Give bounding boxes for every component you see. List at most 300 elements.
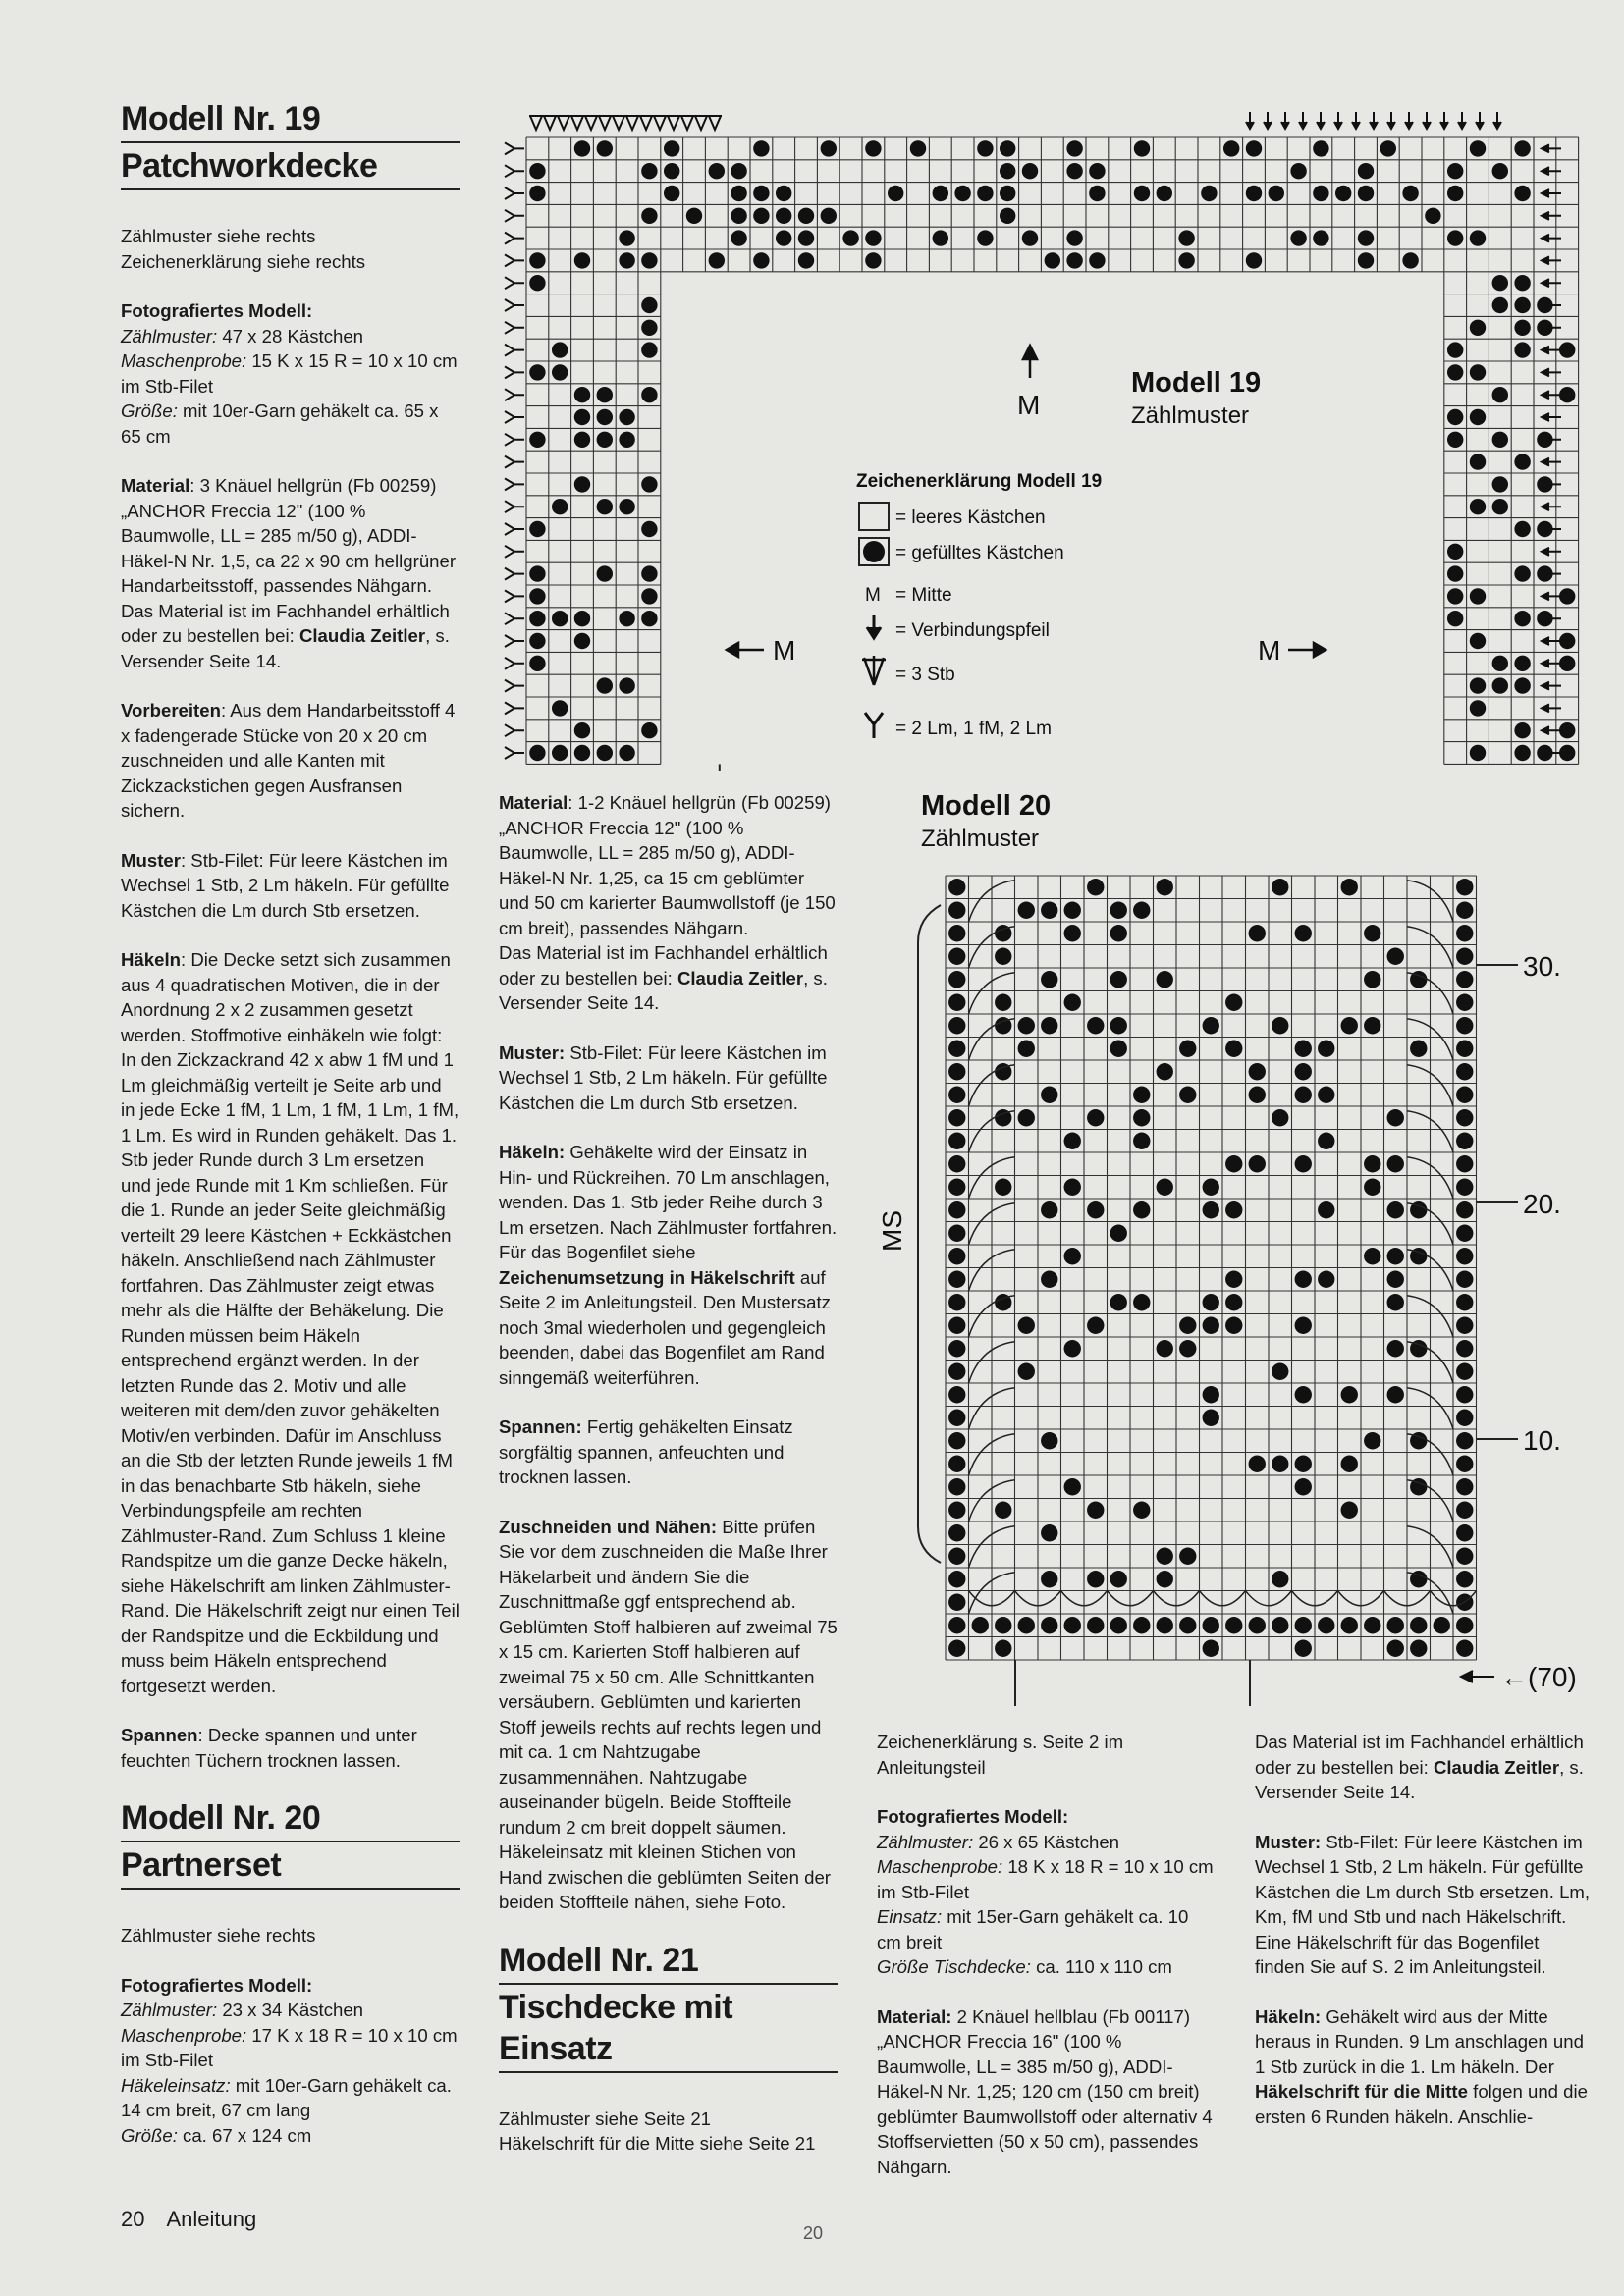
filled-cell (1318, 1087, 1334, 1103)
border-y-icon (505, 501, 524, 512)
filled-cell (1249, 1087, 1266, 1103)
filled-cell (1537, 297, 1552, 313)
filled-cell (1410, 1478, 1427, 1495)
filled-cell (1380, 140, 1396, 156)
filled-cell (1000, 163, 1015, 179)
filled-cell (1447, 364, 1463, 380)
m21-bezug (1255, 1730, 1594, 1805)
border-y-icon (505, 523, 524, 535)
filled-cell (1456, 1017, 1473, 1034)
bogen-arc (1200, 1591, 1246, 1606)
border-y-icon (505, 658, 524, 669)
filled-cell (1087, 1317, 1104, 1334)
filled-cell (948, 1179, 965, 1196)
filled-cell (1313, 230, 1328, 245)
filled-cell (619, 230, 634, 245)
filled-cell (1018, 1017, 1035, 1034)
border-y-icon (505, 233, 524, 244)
filled-cell (933, 186, 948, 201)
legend-y-icon (865, 713, 883, 738)
m20-foto-heading: Fotografiertes Modell: (121, 1974, 313, 1996)
filled-cell (1295, 1640, 1312, 1657)
connect-arrow-icon (1542, 256, 1561, 264)
filled-cell (1492, 476, 1508, 492)
filled-cell (1470, 364, 1486, 380)
filled-cell (1456, 1109, 1473, 1126)
connect-arrow-icon (1493, 112, 1501, 129)
column-1 (121, 98, 460, 2172)
m21-material-text: 2 Knäuel hellblau (Fb 00117) „ANCHOR Freccia 16" (100 % Baumwolle, LL = 385 m/50 g), ADDI-Häkel-N Nr. 1,25; 120 cm (150 cm breit) geblümter Baumwollstoff oder alternativ 4 Stoffservietten (50 x 50 cm), passendes Nähgarn. (877, 2005, 1213, 2177)
filled-cell (1447, 565, 1463, 581)
repeat-bracket (918, 905, 941, 1563)
filled-cell (798, 230, 814, 245)
filled-cell (709, 163, 725, 179)
filled-cell (1514, 275, 1530, 291)
m19-vorb-text: : Aus dem Handarbeitsstoff 4 x fadengerade Stücke von 20 x 20 cm zuschneiden und alle Kanten mit Zickzackstichen gegen Ausfransen sichern. (121, 700, 456, 821)
connect-arrow-icon (1476, 112, 1484, 129)
filled-cell (1064, 1248, 1081, 1264)
filled-cell (641, 342, 657, 357)
filled-cell (1470, 745, 1486, 761)
filled-cell (1246, 140, 1262, 156)
filled-cell (1358, 186, 1374, 201)
filled-cell (1387, 1617, 1404, 1633)
filled-cell (1295, 1617, 1312, 1633)
filled-cell (619, 252, 634, 268)
filled-cell (641, 208, 657, 224)
filled-cell (1203, 1617, 1219, 1633)
model-19-subtitle: Patchworkdecke (121, 145, 460, 190)
model-20-subtitle: Partnerset (121, 1844, 460, 1890)
bogen-arc (1108, 1591, 1154, 1606)
filled-cell (1492, 275, 1508, 291)
filled-cell (1456, 1087, 1473, 1103)
filled-cell (1559, 722, 1575, 738)
m21-ref-text: Zählmuster siehe Seite 21 Häkelschrift für die Mitte siehe Seite 21 (499, 2108, 816, 2154)
border-y-icon (505, 702, 524, 714)
filled-cell (753, 186, 769, 201)
filled-cell (948, 1063, 965, 1080)
filled-cell (1492, 297, 1508, 313)
legend-item-y: = 2 Lm, 1 fM, 2 Lm (895, 719, 1052, 739)
filled-cell (1225, 1201, 1242, 1218)
filled-cell (1514, 521, 1530, 537)
border-3stb-icon (543, 116, 557, 130)
filled-cell (1203, 1294, 1219, 1310)
m19-foto-key: Maschenprobe: (121, 350, 247, 371)
filled-cell (948, 1410, 965, 1426)
filled-cell (1456, 1201, 1473, 1218)
filled-cell (1470, 454, 1486, 469)
filled-cell (948, 994, 965, 1011)
border-y-icon (505, 165, 524, 177)
legend-item-arrow: = Verbindungspfeil (895, 620, 1050, 641)
filled-cell (1456, 1410, 1473, 1426)
filled-cell (1456, 1640, 1473, 1657)
filled-cell (619, 499, 634, 514)
m20-zusch-text: Bitte prüfen Sie vor dem zuschneiden die Maße Ihrer Häkelarbeit und ändern Sie die Zuschnittmaße ggf entsprechend ab. Geblümten Stoff halbieren auf zweimal 75 x 15 cm. Karierten Stoff halbieren auf zweimal 75 x 50 cm. Alle Schnittkanten versäubern. Geblümten und karierten Stoff jeweils rechts auf rechts legen und mit ca. 1 cm Nahtzugabe zusammennähen. Nahtzugabe auseinander bügeln. Beide Stoffteile rundum 2 cm breit doppelt säumen. Häkeleinsatz mit kleinen Stichen von Hand zwischen die geblümten Seiten der beiden Stoffteile nähen, siehe Foto. (499, 1516, 838, 1912)
bogen-arc (1338, 1591, 1384, 1606)
filled-cell (574, 409, 590, 425)
m21-bezug-supplier: Claudia Zeitler (1433, 1756, 1560, 1778)
filled-cell (1295, 1317, 1312, 1334)
filled-cell (529, 611, 545, 626)
filled-cell (865, 140, 881, 156)
row-label-20: 20. (1523, 1189, 1561, 1219)
filled-cell (552, 700, 568, 716)
bogen-arc (1407, 1434, 1453, 1475)
filled-cell (1064, 925, 1081, 941)
filled-cell (1318, 1201, 1334, 1218)
bogen-arc (969, 1388, 1015, 1429)
filled-cell (948, 1617, 965, 1633)
filled-cell (552, 499, 568, 514)
filled-cell (1272, 1617, 1288, 1633)
filled-cell (1387, 1294, 1404, 1310)
m20-material-end: , s. Versender Seite 14. (499, 967, 828, 1013)
filled-cell (1272, 1456, 1288, 1472)
filled-cell (1133, 902, 1150, 919)
filled-cell (1456, 1317, 1473, 1334)
m20-spannen-label: Spannen: (499, 1416, 582, 1437)
filled-cell (731, 208, 746, 224)
filled-cell (995, 1063, 1011, 1080)
border-y-icon (505, 478, 524, 490)
filled-cell (1364, 1432, 1380, 1449)
filled-cell (1341, 1456, 1358, 1472)
filled-cell (1456, 1432, 1473, 1449)
connect-arrow-icon (1542, 525, 1561, 533)
filled-cell (529, 656, 545, 671)
filled-cell (529, 633, 545, 649)
filled-cell (1318, 1617, 1334, 1633)
filled-cell (1456, 1386, 1473, 1403)
m19-foto-heading: Fotografiertes Modell: (121, 300, 313, 321)
filled-cell (1157, 1617, 1173, 1633)
filled-cell (948, 1524, 965, 1541)
connect-arrow-icon (1542, 212, 1561, 220)
filled-cell (1203, 1410, 1219, 1426)
row-label-30: 30. (1523, 951, 1561, 982)
bogen-arc (1407, 1019, 1453, 1060)
m19-vorbereiten (121, 698, 460, 824)
filled-cell (995, 1617, 1011, 1633)
filled-cell (1387, 1386, 1404, 1403)
filled-cell (619, 432, 634, 448)
filled-cell (1134, 186, 1150, 201)
bogen-arc (1292, 1591, 1338, 1606)
filled-cell (1410, 1041, 1427, 1057)
bogen-arc (969, 927, 1015, 968)
filled-cell (1410, 1201, 1427, 1218)
connect-arrow-icon (1387, 112, 1395, 129)
m21-muster (1255, 1830, 1594, 1980)
filled-cell (1341, 879, 1358, 895)
filled-cell (1514, 342, 1530, 357)
border-3stb-icon (653, 116, 667, 130)
filled-cell (977, 230, 993, 245)
filled-cell (1387, 1248, 1404, 1264)
filled-cell (1447, 186, 1463, 201)
filled-cell (1470, 320, 1486, 336)
filled-cell (1295, 1063, 1312, 1080)
border-3stb-icon (667, 116, 680, 130)
filled-cell (1358, 230, 1374, 245)
border-y-icon (505, 142, 524, 154)
filled-cell (1387, 1271, 1404, 1288)
m19-material-supplier: Claudia Zeitler (298, 625, 426, 646)
bogen-arc (969, 1065, 1015, 1106)
m20-foto-key: Größe: (121, 2124, 178, 2146)
filled-cell (995, 1640, 1011, 1657)
filled-cell (1514, 140, 1530, 156)
m20-material (499, 790, 838, 1016)
filled-cell (529, 565, 545, 581)
bogen-arc (1384, 1591, 1431, 1606)
bogen-arc (1407, 1250, 1453, 1291)
filled-cell (1514, 454, 1530, 469)
filled-cell (1246, 186, 1262, 201)
bogen-arc (1407, 973, 1453, 1014)
filled-cell (995, 948, 1011, 965)
page-number: 20 (121, 2207, 145, 2231)
filled-cell (1179, 1041, 1196, 1057)
filled-cell (1157, 1571, 1173, 1587)
filled-cell (1018, 1617, 1035, 1633)
filled-cell (1410, 1640, 1427, 1657)
filled-cell (597, 565, 613, 581)
filled-cell (597, 499, 613, 514)
m20-muster-text: Stb-Filet: Für leere Kästchen im Wechsel 1 Stb, 2 Lm häkeln. Für gefüllte Kästchen die Lm durch Stb ersetzen. (499, 1041, 828, 1113)
filled-cell (1295, 1087, 1312, 1103)
border-y-icon (505, 747, 524, 759)
filled-cell (1537, 320, 1552, 336)
model-19-labels (727, 346, 1326, 666)
connect-arrow-icon (1542, 548, 1561, 556)
filled-cell (1456, 994, 1473, 1011)
filled-cell (1133, 1133, 1150, 1149)
filled-cell (529, 186, 545, 201)
connect-arrow-icon (1440, 112, 1448, 129)
filled-cell (1041, 1087, 1057, 1103)
m21-muster-text: Stb-Filet: Für leere Kästchen im Wechsel 1 Stb, 2 Lm häkeln. Für gefüllte Kästchen die Lm durch Stb ersetzen. Lm, Km, fM und Stb und nach Häkelschrift. Eine Häkelschrift für das Bogenfilet finden Sie auf S. 2 im Anleitungsteil. (1255, 1831, 1591, 1977)
filled-cell (1272, 1363, 1288, 1380)
m19-muster-label: Muster (121, 849, 181, 871)
filled-cell (995, 925, 1011, 941)
filled-cell (1470, 140, 1486, 156)
model-19-legend (856, 471, 1102, 739)
filled-cell (1456, 1271, 1473, 1288)
filled-cell (1295, 1155, 1312, 1172)
filled-cell (1225, 994, 1242, 1011)
border-3stb-icon (557, 116, 570, 130)
legend-item-mitte: = Mitte (895, 585, 952, 606)
filled-cell (1387, 1201, 1404, 1218)
filled-cell (1514, 320, 1530, 336)
filled-cell (948, 902, 965, 919)
border-3stb-icon (584, 116, 598, 130)
filled-cell (641, 163, 657, 179)
m19-ref-text: Zählmuster siehe rechts Zeichenerklärung siehe rechts (121, 226, 366, 272)
filled-cell (686, 208, 702, 224)
filled-cell (933, 230, 948, 245)
filled-cell (910, 140, 926, 156)
filled-cell (842, 230, 858, 245)
filled-cell (1133, 1502, 1150, 1519)
filled-cell (641, 476, 657, 492)
filled-cell (995, 1294, 1011, 1310)
filled-cell (865, 230, 881, 245)
filled-cell (1203, 1386, 1219, 1403)
filled-cell (1110, 1225, 1127, 1242)
filled-cell (1318, 1041, 1334, 1057)
m21-foto-key: Maschenprobe: (877, 1856, 1003, 1877)
filled-cell (731, 230, 746, 245)
filled-cell (1410, 1340, 1427, 1357)
filled-cell (1456, 1179, 1473, 1196)
filled-cell (664, 163, 679, 179)
filled-cell (664, 140, 679, 156)
filled-cell (948, 1594, 965, 1611)
m21-haekeln-label: Häkeln: (1255, 2005, 1322, 2027)
filled-cell (1110, 1294, 1127, 1310)
filled-cell (1179, 1617, 1196, 1633)
filled-cell (641, 387, 657, 402)
chart19-m-right: M (1258, 635, 1281, 666)
border-3stb-icon (708, 116, 722, 130)
filled-cell (1456, 1340, 1473, 1357)
filled-cell (995, 1179, 1011, 1196)
m19-spannen (121, 1723, 460, 1773)
model-19-title: Modell Nr. 19 (121, 98, 460, 143)
filled-cell (1225, 1271, 1242, 1288)
filled-cell (948, 1571, 965, 1587)
border-y-icon (505, 389, 524, 400)
connect-arrow-icon (1246, 112, 1254, 129)
filled-cell (1410, 1248, 1427, 1264)
filled-cell (1402, 186, 1418, 201)
filled-cell (1203, 1317, 1219, 1334)
filled-cell (948, 1386, 965, 1403)
filled-cell (1364, 1155, 1380, 1172)
chart19-m-left: M (773, 635, 796, 666)
filled-cell (1066, 252, 1082, 268)
border-3stb-icon (612, 116, 625, 130)
filled-cell (641, 565, 657, 581)
connect-arrow-icon (1264, 112, 1272, 129)
bogen-arc (969, 1342, 1015, 1383)
border-y-icon (505, 411, 524, 423)
m19-foto-key: Zählmuster: (121, 325, 218, 347)
bogen-arc (1061, 1591, 1108, 1606)
border-3stb-icon (625, 116, 639, 130)
border-y-icon (505, 724, 524, 736)
m21-bezug-end: , s. Versender Seite 14. (1255, 1756, 1584, 1802)
filled-cell (1514, 656, 1530, 671)
filled-cell (1018, 1317, 1035, 1334)
legend-item-empty: = leeres Kästchen (895, 507, 1046, 528)
filled-cell (1225, 1617, 1242, 1633)
filled-cell (641, 297, 657, 313)
border-y-icon (505, 277, 524, 289)
filled-cell (1249, 1617, 1266, 1633)
connect-arrow-icon (1542, 347, 1561, 354)
filled-cell (574, 611, 590, 626)
filled-cell (529, 521, 545, 537)
m21-haekeln-text-2: folgen und die ersten 6 Runden häkeln. Anschlie- (1255, 2081, 1588, 2127)
bogen-arc (969, 1591, 1015, 1606)
legend-filled-box-icon (859, 538, 889, 565)
m20-foto-value: 23 x 34 Kästchen (217, 2000, 364, 2020)
filled-cell (1364, 1248, 1380, 1264)
filled-cell (954, 186, 970, 201)
filled-cell (1447, 342, 1463, 357)
filled-cell (1456, 1248, 1473, 1264)
m19-haekeln-text: : Die Decke setzt sich zusammen aus 4 quadratischen Motiven, die in der Anordnung 2 x 2 zusammen gesetzt werden. Stoffmotive einhäkeln wie folgt: In den Zickzackrand 42 x abw 1 fM und 1 Lm gleichmäßig verteilt je Seite arb und in jede Ecke 1 fM, 1 Lm, 1 fM, 1 Lm, 1 fM, 1 Lm. Es wird in Runden gehäkelt. Das 1. Stb jeder Runde durch 3 Lm ersetzen und jede Runde mit 1 Km schließen. Für die 1. Runde an jeder Seite gleichmäßig verteilt 29 leere Kästchen + Eckkästchen häkeln. Anschließend nach Zählmuster fortfahren. Das Zählmuster zeigt etwas mehr als die Hälfte der Behäkelung. Die Runden müssen beim Häkeln entsprechend ergänzt werden. In der letzten Runde das 2. Motiv und alle weiteren mit dem/den zuvor gehäkelten Motiv/en verbinden. Dafür im Anschluss an die Stb der letzten Runde jeweils 1 fM in das benachbarte Stb häkeln, siehe Verbindungspfeile am rechten Zählmuster-Rand. Zum Schluss 1 kleine Randspitze um die ganze Decke häkeln, siehe Häkelschrift am linken Zählmuster-Rand. Die Häkelschrift zeigt nur einen Teil der Randspitze und die Eckbildung und muss beim Häkeln entsprechend fortgesetzt werden. (121, 949, 460, 1696)
filled-cell (948, 1340, 965, 1357)
filled-cell (1492, 163, 1508, 179)
border-3stb-icon (639, 116, 653, 130)
filled-cell (948, 1294, 965, 1310)
section-name: Anleitung (166, 2207, 257, 2231)
chart19-m-center: M (1017, 390, 1041, 420)
connect-arrow-icon (1317, 112, 1325, 129)
filled-cell (529, 364, 545, 380)
m19-material-end: , s. Versender Seite 14. (121, 625, 450, 671)
filled-cell (1064, 902, 1081, 919)
model-19-chart (505, 112, 1579, 771)
filled-cell (948, 1548, 965, 1565)
filled-cell (1470, 700, 1486, 716)
border-y-icon (505, 434, 524, 446)
filled-cell (1178, 252, 1194, 268)
filled-cell (1064, 1340, 1081, 1357)
filled-cell (641, 252, 657, 268)
filled-cell (1133, 1617, 1150, 1633)
filled-cell (948, 1017, 965, 1034)
bogen-arc (969, 1250, 1015, 1291)
filled-cell (574, 633, 590, 649)
filled-cell (1000, 208, 1015, 224)
border-y-icon (505, 680, 524, 692)
filled-cell (1387, 1640, 1404, 1657)
filled-cell (1492, 432, 1508, 448)
filled-cell (1559, 588, 1575, 604)
filled-cell (1537, 611, 1552, 626)
filled-cell (977, 186, 993, 201)
filled-cell (529, 252, 545, 268)
m20-muster (499, 1041, 838, 1116)
filled-cell (1313, 140, 1328, 156)
filled-cell (1022, 163, 1038, 179)
border-y-icon (505, 546, 524, 558)
bottom-center-number: 20 (803, 2223, 824, 2243)
bogen-arc (1407, 1203, 1453, 1245)
filled-cell (529, 163, 545, 179)
filled-cell (1018, 1363, 1035, 1380)
filled-cell (1447, 230, 1463, 245)
filled-cell (1387, 1340, 1404, 1357)
filled-cell (1269, 186, 1284, 201)
filled-cell (1087, 1571, 1104, 1587)
filled-cell (948, 1248, 965, 1264)
filled-cell (1537, 432, 1552, 448)
filled-cell (1272, 1109, 1288, 1126)
filled-cell (552, 364, 568, 380)
filled-cell (1410, 1432, 1427, 1449)
bogen-arc (1407, 1388, 1453, 1429)
filled-cell (1225, 1294, 1242, 1310)
